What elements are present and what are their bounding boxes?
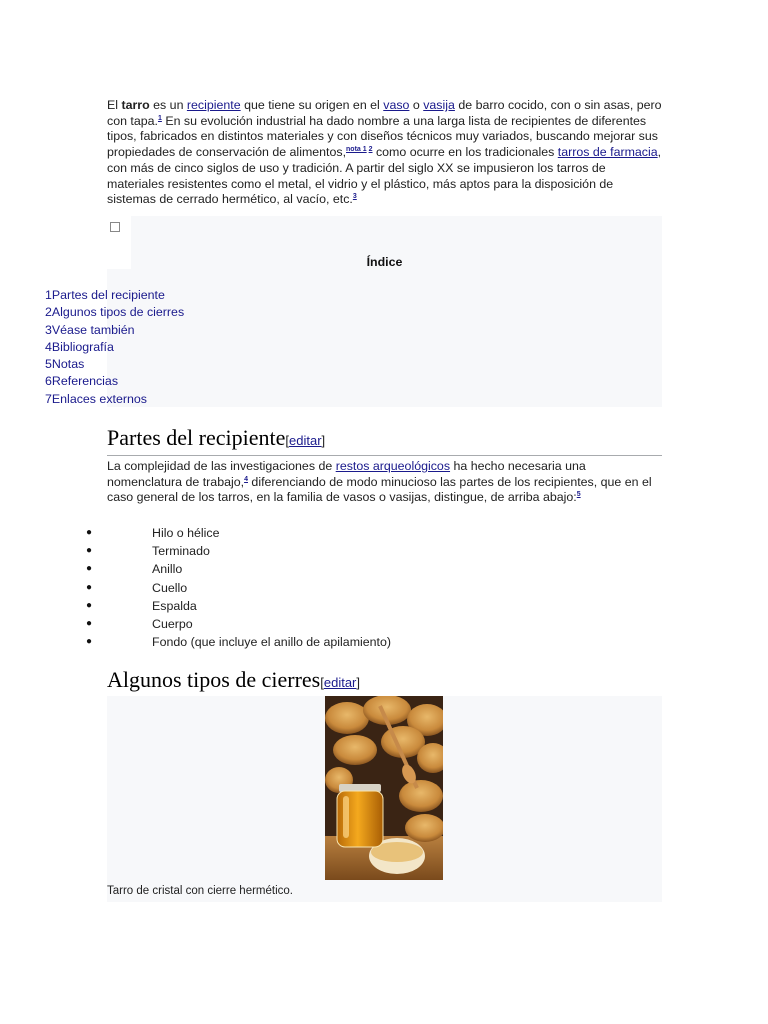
toc-item-number: 7 bbox=[45, 391, 52, 406]
intro-bold-term: tarro bbox=[121, 98, 150, 112]
section-heading-cierres bbox=[107, 667, 662, 698]
toc-item-link[interactable] bbox=[45, 356, 84, 373]
toc-item-link[interactable] bbox=[45, 287, 165, 304]
reference-nota-1[interactable] bbox=[346, 146, 372, 153]
intro-text: En su evolución industrial ha dado nombre a una larga lista de recipientes de diferentes tipos, fabricados en distintos materiales y con diseños técnicos muy variados, buscando mejorar sus propiedades de conservación de alimentos, bbox=[107, 113, 658, 160]
link-tarros-de-farmacia[interactable]: tarros de farmacia bbox=[557, 145, 658, 160]
toc-item-link[interactable] bbox=[45, 304, 184, 321]
reference-2-link[interactable]: 2 bbox=[368, 146, 373, 154]
section1-paragraph bbox=[107, 459, 662, 506]
toc-title: Índice bbox=[366, 255, 403, 269]
toc-item-link[interactable] bbox=[45, 339, 114, 356]
toc-item-label[interactable]: Partes del recipiente bbox=[51, 288, 165, 302]
section-heading-partes bbox=[107, 425, 662, 456]
toc-item-label[interactable]: Bibliografía bbox=[51, 339, 114, 354]
intro-text: o bbox=[409, 98, 424, 112]
toc-item-number: 2 bbox=[45, 305, 52, 320]
toc-item-label[interactable]: Notas bbox=[51, 357, 85, 372]
part-label: Cuello bbox=[152, 580, 188, 595]
section1-text: ha hecho necesaria una nomenclatura de trabajo, bbox=[107, 459, 586, 489]
bullet-icon: ● bbox=[86, 636, 93, 648]
bullet-icon: ● bbox=[86, 527, 93, 538]
reference-nota-link[interactable]: nota 1 bbox=[346, 146, 367, 154]
section-title: Partes del recipiente bbox=[107, 425, 286, 450]
part-label: Cuerpo bbox=[152, 616, 193, 631]
reference-5-link[interactable]: 5 bbox=[576, 491, 581, 499]
toc-item-number: 5 bbox=[45, 357, 52, 372]
bullet-icon: ● bbox=[86, 599, 93, 611]
bullet-icon: ● bbox=[86, 563, 93, 575]
toc-item-label[interactable]: Algunos tipos de cierres bbox=[51, 305, 185, 320]
table-of-contents bbox=[45, 216, 662, 407]
toc-item-label[interactable]: Enlaces externos bbox=[51, 391, 147, 406]
toc-item-link[interactable] bbox=[45, 373, 118, 390]
edit-bracket: [ bbox=[285, 433, 289, 448]
toc-item-number: 4 bbox=[45, 339, 52, 354]
bullet-icon: ● bbox=[86, 545, 93, 557]
intro-text: como ocurre en los tradicionales bbox=[372, 145, 558, 160]
edit-link[interactable]: editar bbox=[289, 433, 322, 448]
honey-jar-illustration bbox=[325, 696, 443, 880]
reference-3-link[interactable]: 3 bbox=[352, 193, 357, 201]
edit-bracket: [ bbox=[320, 675, 324, 690]
edit-link[interactable]: editar bbox=[323, 675, 357, 690]
toc-item-label[interactable]: Referencias bbox=[51, 374, 119, 389]
reference-4-link[interactable]: 4 bbox=[244, 475, 248, 483]
toc-item-link[interactable] bbox=[45, 391, 147, 408]
bullet-icon: ● bbox=[86, 581, 93, 593]
toc-toggle-checkbox-icon[interactable] bbox=[110, 222, 120, 232]
intro-text: es un bbox=[149, 98, 187, 112]
part-label: Espalda bbox=[152, 598, 197, 613]
bullet-icon: ● bbox=[86, 617, 93, 629]
intro-text: que tiene su origen en el bbox=[240, 98, 384, 112]
part-label: Anillo bbox=[152, 562, 183, 577]
edit-section-link bbox=[285, 433, 325, 448]
intro-paragraph bbox=[107, 98, 662, 208]
part-label: Fondo (que incluye el anillo de apilamiento) bbox=[152, 635, 392, 650]
section-title: Algunos tipos de cierres bbox=[107, 667, 321, 692]
intro-text: de barro cocido, con o sin asas, pero con tapa. bbox=[107, 98, 662, 128]
reference-5[interactable] bbox=[577, 491, 581, 498]
reference-1-link[interactable]: 1 bbox=[157, 114, 162, 122]
section1-text: diferenciando de modo minucioso las partes de los recipientes, que en el caso general de los tarros, en la familia de vasos o vasijas, distingue, de arriba abajo: bbox=[107, 474, 652, 505]
link-recipiente[interactable]: recipiente bbox=[186, 98, 241, 112]
toc-item-number: 6 bbox=[45, 374, 52, 389]
toc-item-link[interactable] bbox=[45, 322, 135, 339]
edit-bracket: ] bbox=[356, 675, 361, 690]
intro-text: El bbox=[107, 98, 122, 112]
honey-jar-photo[interactable] bbox=[325, 696, 443, 880]
article bbox=[45, 98, 662, 897]
edit-bracket: ] bbox=[321, 433, 326, 448]
figure-caption: Tarro de cristal con cierre hermético. bbox=[107, 885, 293, 897]
toc-item-label[interactable]: Véase también bbox=[51, 322, 135, 337]
section1-text: La complejidad de las investigaciones de bbox=[107, 459, 336, 473]
figure-thumbnail bbox=[107, 696, 662, 902]
intro-text: , con más de cinco siglos de uso y tradición. A partir del siglo XX se impusieron los tarros de materiales resistentes como el metal, el vidrio y el plástico, más aptos para la disposición de sistemas de cerrado hermético, al vacío, etc. bbox=[107, 145, 662, 207]
part-label: Hilo o hélice bbox=[152, 526, 220, 540]
toc-item-number: 3 bbox=[45, 322, 52, 337]
reference-3[interactable] bbox=[353, 193, 357, 200]
link-restos-arqueologicos[interactable]: restos arqueológicos bbox=[335, 459, 451, 473]
toc-item-number: 1 bbox=[45, 288, 52, 302]
link-vaso[interactable]: vaso bbox=[383, 98, 410, 112]
link-vasija[interactable]: vasija bbox=[423, 98, 455, 112]
edit-section-link bbox=[320, 675, 360, 690]
part-label: Terminado bbox=[152, 544, 210, 559]
